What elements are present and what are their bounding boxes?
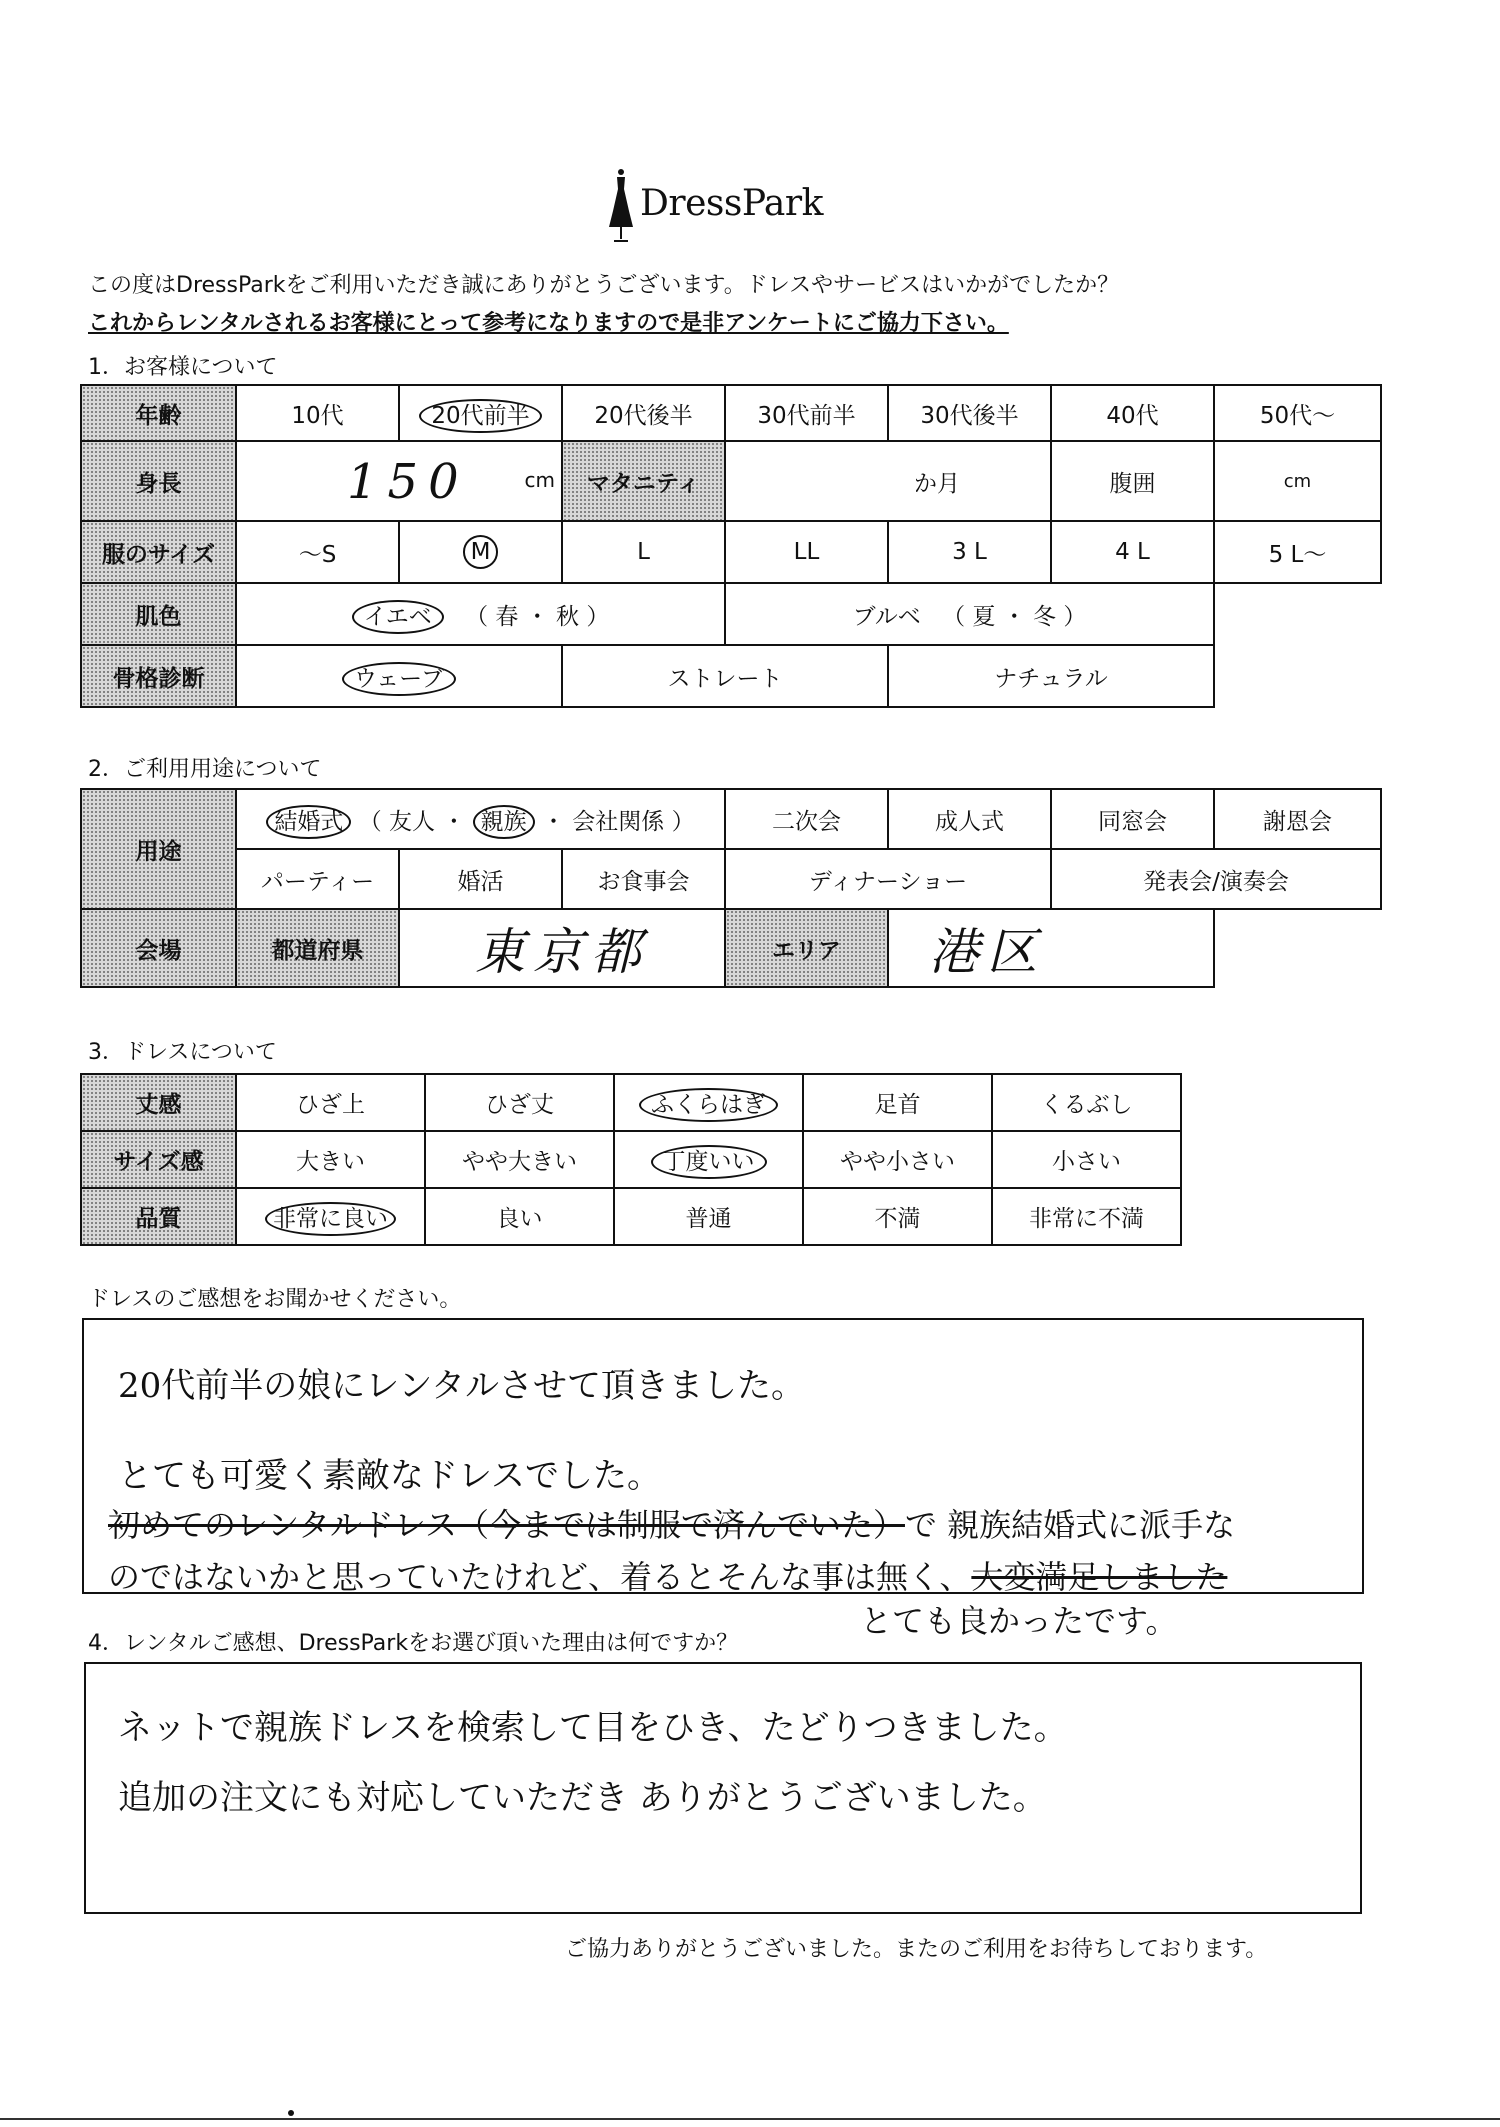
footer-thanks: ご協力ありがとうございました。またのご利用をお待ちしております。 [565,1937,1268,1962]
height-field[interactable] [236,441,562,521]
fit-option[interactable]: やや小さい [803,1131,992,1188]
wedding-open: （ 友人 ・ [358,808,466,835]
age-option[interactable]: 10代 [236,385,399,441]
age-option-selected[interactable] [399,385,562,441]
size-label: 服のサイズ [81,521,236,583]
prefecture-label: 都道府県 [236,909,399,987]
skin-blue-option[interactable] [725,583,1214,645]
blue-seasons: （ 夏 ・ 冬 ） [942,603,1087,630]
yellow-seasons: （ 春 ・ 秋 ） [465,603,610,630]
quality-option[interactable]: 不満 [803,1188,992,1245]
size-option[interactable]: L [562,521,725,583]
customer-table [80,384,1382,708]
length-option[interactable]: 足首 [803,1074,992,1131]
area-label: エリア [725,909,888,987]
impressions-line5: とても良かったです。 [860,1602,1178,1640]
skin-label: 肌色 [81,583,236,645]
quality-option[interactable]: 普通 [614,1188,803,1245]
fit-option[interactable]: 小さい [992,1131,1181,1188]
intro-request-text: これからレンタルされるお客様にとって参考になりますので是非アンケートにご協力下さい。 [88,311,1009,336]
quality-option-selected[interactable] [236,1188,425,1245]
frame-label: 骨格診断 [81,645,236,707]
blue-label: ブルベ [852,603,921,630]
fit-option[interactable]: 大きい [236,1131,425,1188]
maternity-label: マタニティ [562,441,725,521]
section3-title: 3．ドレスについて [88,1040,277,1065]
quality-option[interactable]: 非常に不満 [992,1188,1181,1245]
impressions-line1: 20代前半の娘にレンタルさせて頂きました。 [118,1366,806,1406]
age-option[interactable]: 20代後半 [562,385,725,441]
selection-circle: イエベ [352,600,444,634]
wedding-close: ・ 会社関係 ） [541,808,695,835]
brand-name: DressPark [640,183,823,224]
purpose-option[interactable]: 婚活 [399,849,562,909]
selection-circle: 非常に良い [265,1202,396,1236]
waist-unit: cm [1283,470,1312,492]
struck-text: 大変満足しました [971,1558,1228,1596]
selection-circle: M [463,535,499,569]
selection-circle: ウェーブ [342,662,456,696]
length-option[interactable]: ひざ丈 [425,1074,614,1131]
impressions-prompt: ドレスのご感想をお聞かせください。 [88,1287,462,1312]
purpose-option[interactable]: お食事会 [562,849,725,909]
impressions-line3-rest: で 親族結婚式に派手な [904,1506,1236,1544]
frame-option[interactable]: ナチュラル [888,645,1214,707]
height-unit: cm [524,468,555,492]
venue-label: 会場 [81,909,236,987]
age-option[interactable]: 40代 [1051,385,1214,441]
selection-circle: 20代前半 [419,399,541,433]
length-option-selected[interactable] [614,1074,803,1131]
quality-option[interactable]: 良い [425,1188,614,1245]
age-option[interactable]: 30代前半 [725,385,888,441]
age-option[interactable]: 30代後半 [888,385,1051,441]
intro-text: この度はDressParkをご利用いただき誠にありがとうございます。ドレスやサービスはいかがでしたか？ [88,273,1120,298]
purpose-option[interactable]: ディナーショー [725,849,1051,909]
wedding-option[interactable] [236,789,725,849]
length-option[interactable]: くるぶし [992,1074,1181,1131]
impressions-line4-text: のではないかと思っていたけれど、着るとそんな事は無く、 [108,1558,972,1596]
impressions-line2: とても可愛く素敵なドレスでした。 [118,1456,661,1496]
purpose-table [80,788,1382,988]
section2-title: 2．ご利用用途について [88,757,322,782]
months-unit: か月 [914,470,960,497]
size-option[interactable]: 5 L～ [1214,521,1381,583]
purpose-option[interactable]: 二次会 [725,789,888,849]
waist-label: 腹囲 [1051,441,1214,521]
size-option[interactable]: LL [725,521,888,583]
dress-table [80,1073,1182,1246]
quality-label: 品質 [81,1188,236,1245]
waist-field[interactable] [1214,441,1381,521]
purpose-option[interactable]: 成人式 [888,789,1051,849]
height-value: 150 [347,454,469,510]
size-option[interactable]: ～S [236,521,399,583]
frame-option[interactable]: ストレート [562,645,888,707]
section1-title: 1．お客様について [88,355,278,380]
scan-edge-line [0,2118,1500,2120]
fit-label: サイズ感 [81,1131,236,1188]
impressions-line4 [108,1552,1227,1598]
skin-yellow-option[interactable] [236,583,725,645]
section4-title: 4．レンタルご感想、DressParkをお選び頂いた理由は何ですか？ [88,1631,739,1656]
impressions-line3 [108,1500,1235,1546]
purpose-option[interactable]: 発表会/演奏会 [1051,849,1381,909]
selection-circle: 親族 [473,805,535,839]
fit-option-selected[interactable] [614,1131,803,1188]
scan-speck [288,2110,294,2116]
age-option[interactable]: 50代～ [1214,385,1381,441]
length-label: 丈感 [81,1074,236,1131]
maternity-months-field[interactable] [725,441,1051,521]
selection-circle: ふくらはぎ [639,1088,778,1122]
purpose-option[interactable]: 謝恩会 [1214,789,1381,849]
purpose-option[interactable]: 同窓会 [1051,789,1214,849]
struck-text: 初めてのレンタルドレス（今までは制服で済んでいた） [108,1506,905,1544]
dress-mannequin-icon [606,167,636,245]
dresspark-logo [600,165,860,245]
fit-option[interactable]: やや大きい [425,1131,614,1188]
selection-circle: 丁度いい [651,1145,767,1179]
size-option[interactable]: 4 L [1051,521,1214,583]
size-option-selected[interactable] [399,521,562,583]
purpose-option[interactable]: パーティー [236,849,399,909]
selection-circle: 結婚式 [266,805,351,839]
purpose-label: 用途 [81,789,236,909]
reason-line2: 追加の注文にも対応していただき ありがとうございました。 [118,1778,1047,1818]
size-option[interactable]: 3 L [888,521,1051,583]
height-label: 身長 [81,441,236,521]
length-option[interactable]: ひざ上 [236,1074,425,1131]
frame-option-selected[interactable] [236,645,562,707]
age-label: 年齢 [81,385,236,441]
area-value[interactable]: 港区 [888,909,1214,987]
reason-line1: ネットで親族ドレスを検索して目をひき、たどりつきました。 [118,1708,1068,1748]
prefecture-value[interactable]: 東京都 [399,909,725,987]
